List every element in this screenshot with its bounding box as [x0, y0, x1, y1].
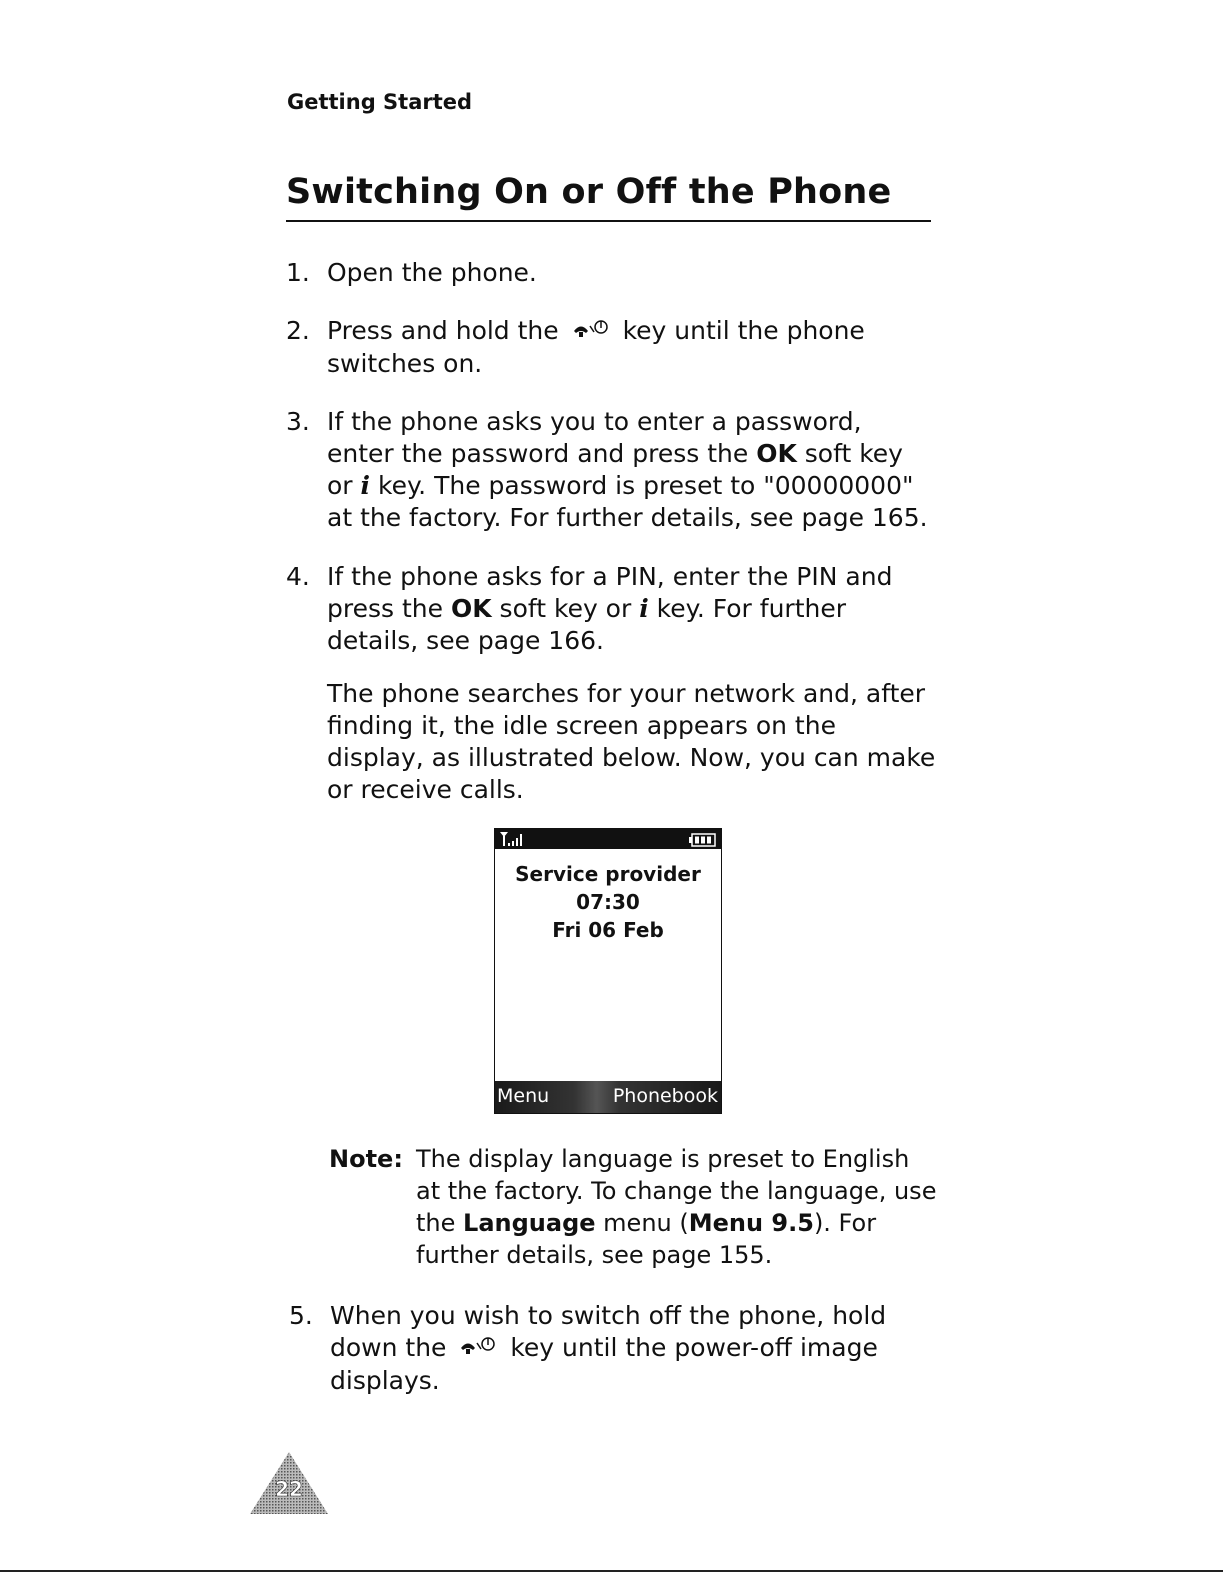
step-number: 4. [286, 562, 310, 591]
note-text-part: The display language is preset to English at the factory. To change the language, use the [416, 1145, 937, 1237]
menu-softkey[interactable]: Menu [497, 1085, 550, 1107]
i-key-icon: i [360, 471, 371, 500]
note-label: Note: [329, 1145, 403, 1173]
i-key-icon: i [639, 594, 649, 623]
menu-number-label: Menu 9.5 [688, 1209, 814, 1237]
battery-icon [689, 832, 717, 851]
title-underline [286, 220, 931, 222]
date-text: Fri 06 Feb [552, 918, 664, 942]
step-text-part: key. The password is preset to "00000000" at the factory. For further details, see page 165. [327, 471, 928, 532]
clock-time: 07:30 [576, 890, 640, 914]
page-number: 22 [275, 1477, 303, 1501]
phonebook-softkey[interactable]: Phonebook [612, 1085, 718, 1107]
step-text [327, 315, 936, 380]
service-provider-text: Service provider [515, 862, 701, 886]
step-text [327, 561, 936, 657]
page-number-badge [248, 1450, 330, 1516]
step-text-part: Press and hold the [327, 316, 559, 345]
end-power-key-icon [571, 316, 611, 348]
step-text-part: If the phone asks you to enter a password, enter the password and press the [327, 407, 862, 468]
step-text [330, 1300, 939, 1397]
status-bar [495, 829, 721, 849]
page-bottom-rule [0, 1570, 1223, 1572]
step-text-part: soft key or [499, 594, 632, 623]
step-text: Open the phone. [327, 258, 537, 287]
end-power-key-icon [458, 1333, 498, 1365]
step-text-part: key. For further details, see page 166. [327, 594, 847, 655]
step-number: 5. [289, 1301, 313, 1330]
step-number: 3. [286, 407, 310, 436]
step-text-part: When you wish to switch off the phone, hold down the [330, 1301, 887, 1362]
signal-strength-icon [499, 831, 533, 851]
step-text-part: key until the power-off image displays. [330, 1333, 878, 1395]
network-paragraph: The phone searches for your network and, after finding it, the idle screen appears on the display, as illustrated below. Now, you can make or receive calls. [327, 679, 936, 804]
softkey-bar [495, 1081, 721, 1113]
step-text-part: key until the phone switches on. [327, 316, 865, 378]
section-label: Getting Started [287, 90, 473, 114]
step-number: 1. [286, 258, 310, 287]
note-text-part: ). For further details, see page 155. [416, 1209, 877, 1269]
ok-softkey-label: OK [756, 439, 797, 468]
language-menu-label: Language [463, 1209, 596, 1237]
step-text-part: If the phone asks for a PIN, enter the PIN and press the [327, 562, 893, 623]
step-text-part: soft key or [327, 439, 903, 500]
step-number: 2. [286, 316, 310, 345]
step-text [327, 406, 936, 534]
note-body [416, 1143, 939, 1271]
ok-softkey-label: OK [450, 594, 492, 623]
phone-idle-screen [494, 828, 722, 1114]
page-title: Switching On or Off the Phone [286, 172, 892, 212]
note-text-part: menu ( [603, 1209, 689, 1237]
